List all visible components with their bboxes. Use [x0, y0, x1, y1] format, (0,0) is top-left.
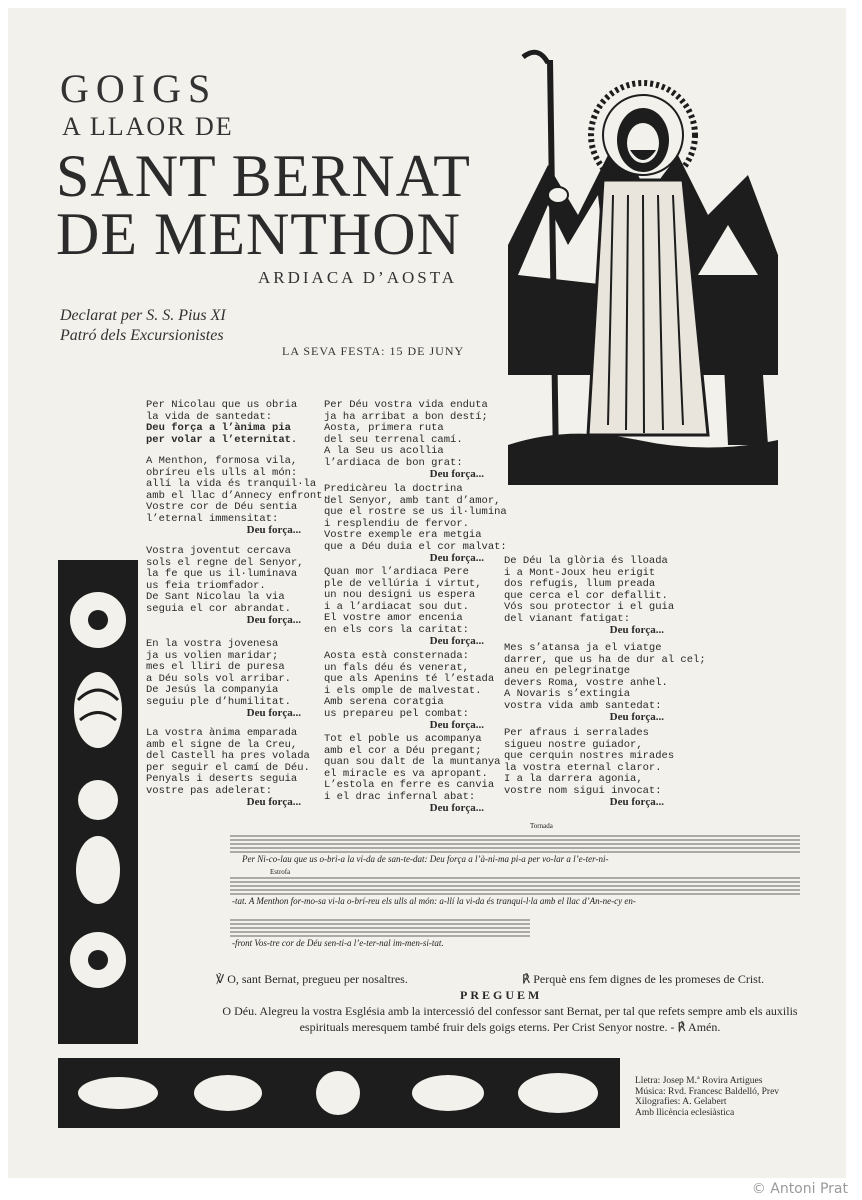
- stanza-line: ja us volien maridar;: [146, 649, 279, 662]
- stanza-5: [324, 399, 488, 481]
- stanza-line: Vostra joventut cercava: [146, 545, 291, 557]
- stanza-line: del Senyor, amb tant d’amor,: [324, 494, 501, 507]
- stanza-line: allí la vida és tranquil·la: [146, 478, 317, 490]
- stanza-line: aneu en pelegrinatge: [504, 665, 631, 677]
- stanza-12: [504, 727, 675, 809]
- stanza-line: la fe que us il·luminava: [146, 568, 298, 580]
- stanza-line: l’eternal immensitat:: [146, 512, 279, 525]
- refrain: Deu força...: [246, 614, 301, 626]
- prayer-text: O Déu. Alegreu la vostra Església amb la intercessió del confessor sant Bernat, per tal que refets sempre amb els auxilis espirituals meresquem també fruir dels goigs eterns. Per Crist Senyor nostre. - ℟ Amén.: [222, 1004, 798, 1034]
- stanza-line: Aosta està consternada:: [324, 650, 469, 662]
- intro-bold-line-1: Deu força a l’ànima pia: [146, 422, 291, 434]
- stanza-line: i el drac infernal abat:: [324, 790, 476, 803]
- stanza-10: [504, 555, 675, 637]
- refrain: Deu força...: [429, 468, 484, 480]
- stanza-line: A la Seu us acollia: [324, 445, 444, 457]
- subtitle-ardiaca: ARDIACA D’AOSTA: [258, 268, 458, 287]
- stanza-line: Quan mor l’ardiaca Pere: [324, 566, 469, 578]
- stanza-line: La vostra ànima emparada: [146, 727, 298, 739]
- stanza-line: que a Déu duia el cor malvat:: [324, 540, 507, 553]
- refrain: Deu força...: [429, 552, 484, 564]
- stanza-line: la vostra eternal claror.: [504, 761, 662, 774]
- stanza-line: Per afraus i serralades: [504, 727, 649, 739]
- stanza-line: us feia triomfador.: [146, 579, 266, 592]
- feast-date: LA SEVA FESTA: 15 DE JUNY: [282, 344, 465, 358]
- stanza-line: Aosta, primera ruta: [324, 422, 444, 434]
- declaration-line-2: Patró dels Excursionistes: [60, 327, 224, 344]
- saint-bernat-woodcut: [508, 45, 778, 485]
- watermark: © Antoni Prat: [751, 1181, 848, 1197]
- music-score: [230, 822, 800, 958]
- lyrics-line-3: -front Vos-tre cor de Déu sen-ti-a l’e-ter-nal im-men-si-tat.: [232, 938, 444, 948]
- refrain: Deu força...: [429, 719, 484, 731]
- stanza-line: mes el lliri de puresa: [146, 661, 285, 673]
- stanza-line: us prepareu pel combat:: [324, 707, 469, 720]
- stanza-11: [504, 642, 706, 724]
- stanza-1: [146, 455, 329, 537]
- floral-border-bottom: [58, 1058, 620, 1128]
- stanza-line: amb el signe de la Creu,: [146, 738, 298, 751]
- stanza-line: seguiu ple d’humilitat.: [146, 695, 291, 708]
- credit-line: Lletra: Josep M.ª Rovira Artigues: [635, 1076, 763, 1086]
- stanza-line: darrer, que us ha de dur al cel;: [504, 653, 706, 666]
- response: ℟ Perquè ens fem dignes de les promeses de Crist.: [522, 972, 765, 986]
- stanza-line: Mes s’atansa ja el viatge: [504, 642, 662, 654]
- stanza-8: [324, 650, 495, 732]
- stanza-line: i a l’ardiacat sou dut.: [324, 600, 469, 613]
- preguem-heading: PREGUEM: [460, 988, 543, 1002]
- intro-line-2: la vida de santedat:: [146, 410, 273, 423]
- stanza-line: El vostre amor encenia: [324, 612, 463, 624]
- stanza-line: vostre nom sigui invocat:: [504, 784, 662, 797]
- stanza-line: A Novaris s’extingia: [504, 688, 631, 700]
- intro-line-1: Per Nicolau que us obria: [146, 399, 298, 411]
- refrain: Deu força...: [609, 796, 664, 808]
- credits: [635, 1076, 779, 1118]
- declaration-line-1: Declarat per S. S. Pius XI: [60, 307, 226, 324]
- stanza-line: De Jesús la companyia: [146, 684, 279, 696]
- stanza-line: Tot el poble us acompanya: [324, 733, 482, 745]
- stanza-line: dos refugis, llum preada: [504, 578, 656, 590]
- refrain: Deu força...: [609, 624, 664, 636]
- stanza-line: per seguir el camí de Déu.: [146, 761, 310, 774]
- title-a-llaor-de: A LLAOR DE: [62, 112, 234, 141]
- stanza-6: [324, 483, 507, 565]
- stanza-line: del seu terrenal camí.: [324, 433, 463, 446]
- stanza-line: vostra vida amb santedat:: [504, 699, 662, 712]
- stanza-line: seguia el cor abrandat.: [146, 602, 291, 615]
- stanza-line: Vostre exemple era metgia: [324, 529, 482, 541]
- floral-border-left: [58, 560, 138, 1044]
- credit-line: Xilografies: A. Gelabert: [635, 1097, 727, 1107]
- refrain: Deu força...: [246, 524, 301, 536]
- stanza-9: [324, 733, 501, 815]
- refrain: Deu força...: [429, 802, 484, 814]
- refrain: Deu força...: [246, 707, 301, 719]
- stanza-7: [324, 567, 484, 648]
- stanza-line: i els omple de malvestat.: [324, 684, 482, 697]
- stanza-line: i resplendiu de fervor.: [324, 517, 469, 530]
- stanza-line: vostre pas adelerat:: [146, 784, 273, 797]
- title-sant-bernat: SANT BERNAT: [56, 143, 471, 209]
- stanza-line: En la vostra jovenesa: [146, 638, 279, 650]
- stanza-line: un nou designi us espera: [324, 589, 476, 601]
- declaration: [60, 306, 226, 346]
- stanza-line: obríreu els ulls al món:: [146, 466, 298, 479]
- title-de-menthon: DE MENTHON: [56, 201, 461, 267]
- stanza-line: a Déu sols vol arribar.: [146, 672, 291, 685]
- stanza-line: que cerquin nostres mirades: [504, 750, 675, 762]
- stanza-2: [146, 545, 304, 627]
- tornada-label: Tornada: [530, 822, 553, 830]
- stanza-line: sigueu nostre guiador,: [504, 738, 643, 751]
- stanza-line: quan sou dalt de la muntanya: [324, 756, 501, 768]
- stanza-line: Per Déu vostra vida enduta: [324, 399, 488, 411]
- credit-line: Música: Rvd. Francesc Baldelló, Prev: [635, 1086, 780, 1097]
- stanza-line: amb el cor a Déu pregant;: [324, 744, 482, 757]
- stanza-line: A Menthon, formosa vila,: [146, 455, 298, 467]
- stanza-line: ja ha arribat a bon destí;: [324, 410, 488, 423]
- stanza-line: que cerca el cor defallit.: [504, 589, 668, 602]
- stanza-line: que el rostre se us il·lumina: [324, 506, 507, 518]
- refrain: Deu força...: [429, 635, 484, 647]
- stanza-3: [146, 639, 301, 720]
- stanza-line: amb el llac d’Annecy enfront.: [146, 489, 329, 502]
- stanza-line: I a la darrera agonia,: [504, 773, 643, 785]
- intro-bold-line-2: per volar a l’eternitat.: [146, 433, 298, 446]
- stanza-line: Penyals i deserts seguia: [146, 773, 298, 785]
- intro-stanza: [146, 400, 297, 446]
- stanza-line: Predicàreu la doctrina: [324, 483, 463, 495]
- title-goigs: GOIGS: [60, 66, 218, 111]
- refrain: Deu força...: [246, 796, 301, 808]
- stanza-4: [146, 727, 310, 809]
- lyrics-line-1: Per Ni-co-lau que us o-bri-a la vi-da de san-te-dat: Deu força a l’à-ni-ma pi-a per vo-lar a l’e-ter-ni-: [242, 854, 609, 864]
- stanza-line: devers Roma, vostre anhel.: [504, 676, 668, 689]
- credit-line: Amb llicència eclesiàstica: [635, 1107, 735, 1118]
- stanza-line: L’estola en ferre es canvia: [324, 779, 495, 791]
- stanza-line: De Sant Nicolau la via: [146, 591, 285, 603]
- stanza-line: del vianant fatigat:: [504, 612, 631, 625]
- stanza-line: Vostre cor de Déu sentia: [146, 501, 298, 513]
- refrain: Deu força...: [609, 711, 664, 723]
- lyrics-line-2: -tat. A Menthon for-mo-sa vi-la o-brí-reu els ulls al món: a-llí la vi-da és tranqui-l·la amb el llac d’An-ne-cy en-: [232, 896, 636, 906]
- stanza-line: De Déu la glòria és lloada: [504, 555, 668, 567]
- estrofa-label: Estrofa: [270, 868, 291, 876]
- stanza-line: Amb serena coratgia: [324, 696, 444, 708]
- stanza-line: i a Mont-Joux heu erigit: [504, 566, 656, 579]
- stanza-line: el miracle es va apropant.: [324, 767, 488, 780]
- stanza-line: un fals déu és venerat,: [324, 661, 469, 674]
- stanza-line: l’ardiaca de bon grat:: [324, 456, 463, 469]
- stanza-line: que als Apenins té l’estada: [324, 673, 495, 685]
- stanza-line: del Castell ha pres volada: [146, 750, 310, 762]
- stanza-line: en els cors la caritat:: [324, 623, 469, 636]
- stanza-line: sols el regne del Senyor,: [146, 556, 304, 569]
- stanza-line: ple de vellúria i virtut,: [324, 577, 482, 590]
- stanza-line: Vós sou protector i el guia: [504, 601, 675, 613]
- versicle: ℣ O, sant Bernat, pregueu per nosaltres.: [216, 972, 408, 986]
